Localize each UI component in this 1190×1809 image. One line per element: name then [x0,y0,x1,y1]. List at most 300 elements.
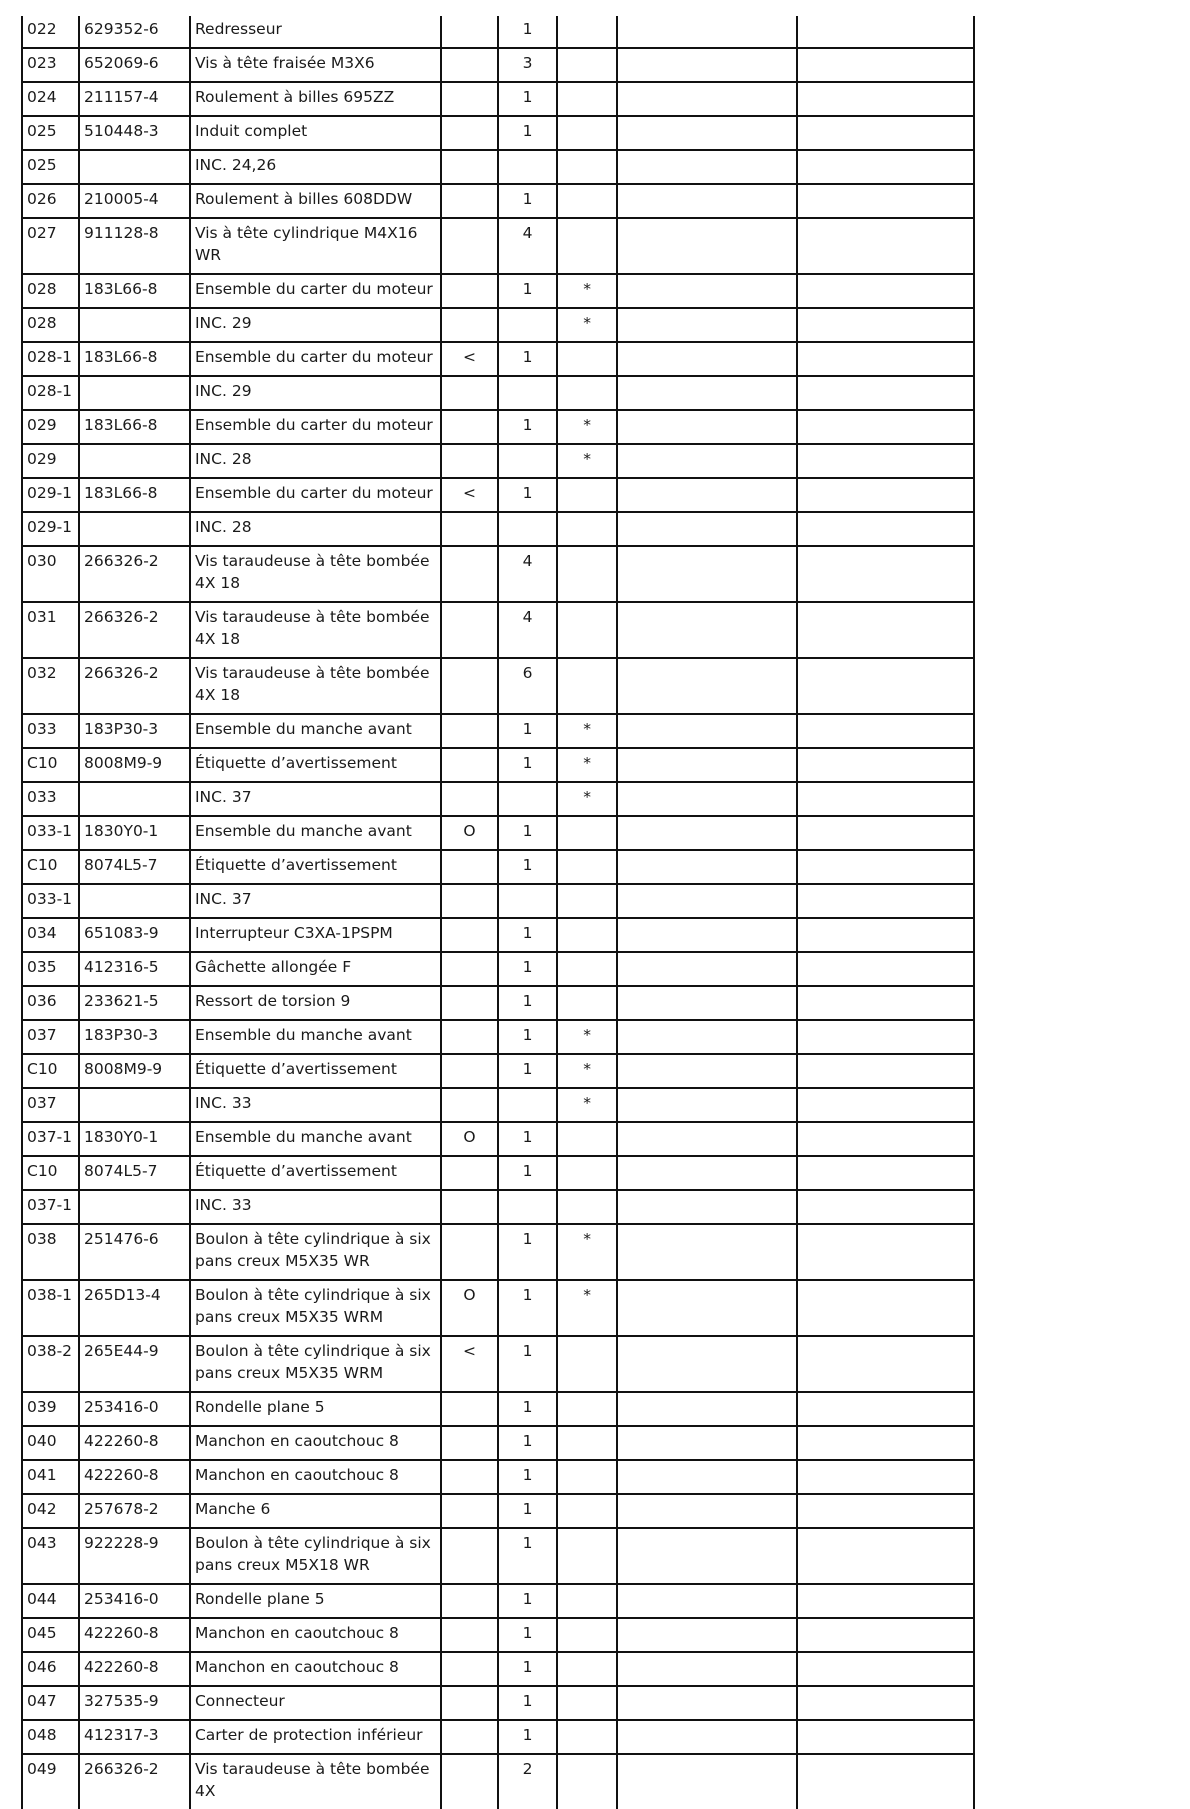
note-mark-cell: * [557,1020,617,1054]
part-number-cell: 422260-8 [79,1618,190,1652]
item-number-cell: 034 [22,918,79,952]
note-mark-cell [557,952,617,986]
table-row [22,602,974,658]
quantity-cell: 1 [498,116,557,150]
change-mark-cell [441,274,498,308]
quantity-cell: 1 [498,410,557,444]
part-number-cell: 266326-2 [79,546,190,602]
note-mark-cell [557,150,617,184]
item-number-cell: 033-1 [22,816,79,850]
description-cell: INC. 37 [190,884,441,918]
description-cell: Manchon en caoutchouc 8 [190,1460,441,1494]
empty-cell [617,850,796,884]
part-number-cell [79,782,190,816]
note-mark-cell: * [557,748,617,782]
empty-cell [617,1122,796,1156]
empty-cell [797,602,974,658]
note-mark-cell [557,116,617,150]
empty-cell [797,478,974,512]
empty-cell [797,1720,974,1754]
description-cell: Vis à tête cylindrique M4X16 WR [190,218,441,274]
quantity-cell: 4 [498,218,557,274]
change-mark-cell [441,512,498,546]
item-number-cell: 022 [22,16,79,48]
part-number-cell [79,308,190,342]
note-mark-cell [557,884,617,918]
change-mark-cell [441,986,498,1020]
empty-cell [797,116,974,150]
parts-list-table [21,16,975,1809]
note-mark-cell [557,1754,617,1809]
empty-cell [797,512,974,546]
empty-cell [617,218,796,274]
change-mark-cell [441,714,498,748]
empty-cell [617,1426,796,1460]
empty-cell [797,850,974,884]
table-row [22,410,974,444]
description-cell: INC. 29 [190,376,441,410]
part-number-cell [79,884,190,918]
quantity-cell: 1 [498,1224,557,1280]
part-number-cell: 211157-4 [79,82,190,116]
change-mark-cell [441,658,498,714]
table-row [22,376,974,410]
description-cell: INC. 24,26 [190,150,441,184]
note-mark-cell [557,376,617,410]
change-mark-cell [441,150,498,184]
item-number-cell: C10 [22,748,79,782]
description-cell: Induit complet [190,116,441,150]
description-cell: Connecteur [190,1686,441,1720]
description-cell: Manchon en caoutchouc 8 [190,1426,441,1460]
quantity-cell: 1 [498,1528,557,1584]
quantity-cell: 1 [498,918,557,952]
empty-cell [797,884,974,918]
table-row [22,1088,974,1122]
description-cell: Roulement à billes 695ZZ [190,82,441,116]
quantity-cell [498,512,557,546]
note-mark-cell [557,1528,617,1584]
change-mark-cell [441,1460,498,1494]
quantity-cell: 1 [498,1054,557,1088]
empty-cell [617,952,796,986]
part-number-cell: 210005-4 [79,184,190,218]
table-row [22,184,974,218]
item-number-cell: 037 [22,1020,79,1054]
description-cell: Boulon à tête cylindrique à six pans creux M5X18 WR [190,1528,441,1584]
empty-cell [617,1460,796,1494]
note-mark-cell [557,1618,617,1652]
description-cell: Manche 6 [190,1494,441,1528]
table-row [22,1494,974,1528]
note-mark-cell: * [557,410,617,444]
quantity-cell: 1 [498,986,557,1020]
description-cell: INC. 28 [190,444,441,478]
item-number-cell: 035 [22,952,79,986]
change-mark-cell [441,116,498,150]
part-number-cell: 266326-2 [79,1754,190,1809]
quantity-cell: 1 [498,1122,557,1156]
table-row [22,218,974,274]
part-number-cell: 253416-0 [79,1392,190,1426]
description-cell: Ensemble du carter du moteur [190,478,441,512]
part-number-cell: 266326-2 [79,602,190,658]
table-row [22,1392,974,1426]
note-mark-cell [557,1426,617,1460]
table-row [22,1122,974,1156]
empty-cell [797,48,974,82]
empty-cell [617,512,796,546]
empty-cell [617,782,796,816]
part-number-cell: 251476-6 [79,1224,190,1280]
quantity-cell: 1 [498,478,557,512]
item-number-cell: 029 [22,444,79,478]
item-number-cell: 041 [22,1460,79,1494]
change-mark-cell [441,376,498,410]
part-number-cell [79,376,190,410]
part-number-cell: 651083-9 [79,918,190,952]
empty-cell [617,1088,796,1122]
empty-cell [797,1088,974,1122]
part-number-cell: 327535-9 [79,1686,190,1720]
empty-cell [617,1224,796,1280]
empty-cell [797,1652,974,1686]
table-row [22,444,974,478]
note-mark-cell [557,342,617,376]
description-cell: Ensemble du manche avant [190,714,441,748]
note-mark-cell [557,1460,617,1494]
part-number-cell: 183L66-8 [79,410,190,444]
empty-cell [797,816,974,850]
note-mark-cell [557,1494,617,1528]
empty-cell [617,1280,796,1336]
note-mark-cell: * [557,274,617,308]
part-number-cell: 422260-8 [79,1426,190,1460]
empty-cell [797,1336,974,1392]
table-row [22,1156,974,1190]
item-number-cell: 038 [22,1224,79,1280]
part-number-cell: 422260-8 [79,1460,190,1494]
table-row [22,748,974,782]
table-row [22,1460,974,1494]
item-number-cell: 029-1 [22,478,79,512]
note-mark-cell [557,478,617,512]
item-number-cell: 045 [22,1618,79,1652]
empty-cell [797,308,974,342]
part-number-cell: 183P30-3 [79,1020,190,1054]
description-cell: Ensemble du manche avant [190,816,441,850]
empty-cell [617,918,796,952]
empty-cell [617,16,796,48]
item-number-cell: 036 [22,986,79,1020]
quantity-cell: 1 [498,1720,557,1754]
change-mark-cell [441,1584,498,1618]
part-number-cell: 8074L5-7 [79,850,190,884]
empty-cell [617,748,796,782]
item-number-cell: 037-1 [22,1190,79,1224]
part-number-cell [79,150,190,184]
empty-cell [617,410,796,444]
empty-cell [617,1754,796,1809]
change-mark-cell: O [441,816,498,850]
empty-cell [617,1652,796,1686]
item-number-cell: 027 [22,218,79,274]
note-mark-cell: * [557,444,617,478]
empty-cell [797,274,974,308]
quantity-cell: 1 [498,816,557,850]
part-number-cell: 911128-8 [79,218,190,274]
quantity-cell [498,444,557,478]
item-number-cell: 046 [22,1652,79,1686]
empty-cell [797,1494,974,1528]
empty-cell [617,274,796,308]
table-row [22,342,974,376]
item-number-cell: 026 [22,184,79,218]
table-row [22,1280,974,1336]
description-cell: Rondelle plane 5 [190,1392,441,1426]
empty-cell [797,546,974,602]
empty-cell [797,376,974,410]
item-number-cell: 042 [22,1494,79,1528]
part-number-cell: 265E44-9 [79,1336,190,1392]
note-mark-cell [557,1156,617,1190]
part-number-cell: 8008M9-9 [79,748,190,782]
empty-cell [617,1336,796,1392]
table-row [22,1190,974,1224]
empty-cell [797,658,974,714]
description-cell: Rondelle plane 5 [190,1584,441,1618]
note-mark-cell [557,1686,617,1720]
item-number-cell: 030 [22,546,79,602]
change-mark-cell [441,410,498,444]
description-cell: Vis taraudeuse à tête bombée 4X 18 [190,602,441,658]
quantity-cell: 1 [498,184,557,218]
quantity-cell: 1 [498,850,557,884]
table-row [22,1054,974,1088]
quantity-cell: 1 [498,1426,557,1460]
table-row [22,1652,974,1686]
part-number-cell: 257678-2 [79,1494,190,1528]
change-mark-cell [441,1528,498,1584]
quantity-cell: 1 [498,1584,557,1618]
change-mark-cell [441,918,498,952]
change-mark-cell [441,782,498,816]
item-number-cell: 028-1 [22,342,79,376]
change-mark-cell [441,16,498,48]
change-mark-cell [441,1652,498,1686]
empty-cell [797,1392,974,1426]
part-number-cell: 412317-3 [79,1720,190,1754]
quantity-cell: 1 [498,952,557,986]
description-cell: Manchon en caoutchouc 8 [190,1652,441,1686]
change-mark-cell [441,602,498,658]
part-number-cell: 652069-6 [79,48,190,82]
item-number-cell: 029-1 [22,512,79,546]
item-number-cell: 025 [22,116,79,150]
empty-cell [617,1190,796,1224]
quantity-cell: 1 [498,1156,557,1190]
empty-cell [617,82,796,116]
description-cell: Vis taraudeuse à tête bombée 4X [190,1754,441,1809]
table-row [22,918,974,952]
change-mark-cell [441,218,498,274]
change-mark-cell [441,1392,498,1426]
empty-cell [617,884,796,918]
note-mark-cell [557,986,617,1020]
description-cell: Étiquette d’avertissement [190,850,441,884]
table-row [22,1754,974,1809]
table-row [22,546,974,602]
change-mark-cell [441,1494,498,1528]
empty-cell [797,918,974,952]
empty-cell [617,1054,796,1088]
description-cell: Ensemble du carter du moteur [190,410,441,444]
description-cell: Interrupteur C3XA-1PSPM [190,918,441,952]
item-number-cell: 028-1 [22,376,79,410]
item-number-cell: 037-1 [22,1122,79,1156]
empty-cell [797,1122,974,1156]
item-number-cell: 032 [22,658,79,714]
note-mark-cell: * [557,782,617,816]
description-cell: Manchon en caoutchouc 8 [190,1618,441,1652]
table-row [22,82,974,116]
description-cell: Ensemble du carter du moteur [190,274,441,308]
table-row [22,816,974,850]
quantity-cell: 6 [498,658,557,714]
part-number-cell: 1830Y0-1 [79,1122,190,1156]
description-cell: Ensemble du manche avant [190,1020,441,1054]
empty-cell [617,1494,796,1528]
change-mark-cell [441,184,498,218]
empty-cell [797,1528,974,1584]
note-mark-cell [557,850,617,884]
empty-cell [617,342,796,376]
change-mark-cell [441,1720,498,1754]
empty-cell [617,116,796,150]
empty-cell [617,150,796,184]
empty-cell [797,1686,974,1720]
empty-cell [797,1584,974,1618]
quantity-cell [498,376,557,410]
table-row [22,986,974,1020]
note-mark-cell: * [557,1088,617,1122]
item-number-cell: 028 [22,308,79,342]
description-cell: Boulon à tête cylindrique à six pans creux M5X35 WRM [190,1280,441,1336]
empty-cell [617,184,796,218]
note-mark-cell [557,184,617,218]
empty-cell [617,376,796,410]
empty-cell [617,1392,796,1426]
description-cell: Carter de protection inférieur [190,1720,441,1754]
note-mark-cell [557,1652,617,1686]
empty-cell [617,308,796,342]
note-mark-cell: * [557,1280,617,1336]
part-number-cell: 265D13-4 [79,1280,190,1336]
quantity-cell: 1 [498,1020,557,1054]
description-cell: Boulon à tête cylindrique à six pans creux M5X35 WR [190,1224,441,1280]
part-number-cell: 183L66-8 [79,478,190,512]
quantity-cell [498,884,557,918]
note-mark-cell [557,1392,617,1426]
part-number-cell: 8008M9-9 [79,1054,190,1088]
empty-cell [617,444,796,478]
quantity-cell [498,308,557,342]
description-cell: INC. 33 [190,1190,441,1224]
change-mark-cell [441,1754,498,1809]
description-cell: INC. 29 [190,308,441,342]
description-cell: Ressort de torsion 9 [190,986,441,1020]
note-mark-cell: * [557,1054,617,1088]
part-number-cell: 233621-5 [79,986,190,1020]
change-mark-cell [441,748,498,782]
change-mark-cell [441,1020,498,1054]
empty-cell [617,1156,796,1190]
part-number-cell: 183P30-3 [79,714,190,748]
description-cell: Gâchette allongée F [190,952,441,986]
quantity-cell: 1 [498,1280,557,1336]
empty-cell [797,1156,974,1190]
empty-cell [797,342,974,376]
description-cell: Redresseur [190,16,441,48]
change-mark-cell: < [441,342,498,376]
table-row [22,658,974,714]
quantity-cell: 3 [498,48,557,82]
empty-cell [617,816,796,850]
empty-cell [797,218,974,274]
table-row [22,1020,974,1054]
description-cell: INC. 33 [190,1088,441,1122]
description-cell: Étiquette d’avertissement [190,1054,441,1088]
note-mark-cell [557,816,617,850]
quantity-cell: 2 [498,1754,557,1809]
item-number-cell: 033 [22,714,79,748]
table-row [22,512,974,546]
quantity-cell [498,782,557,816]
quantity-cell: 1 [498,82,557,116]
table-row [22,782,974,816]
quantity-cell: 1 [498,1460,557,1494]
table-row [22,16,974,48]
item-number-cell: 049 [22,1754,79,1809]
empty-cell [797,748,974,782]
description-cell: INC. 37 [190,782,441,816]
change-mark-cell [441,1088,498,1122]
note-mark-cell [557,918,617,952]
empty-cell [797,82,974,116]
item-number-cell: 037 [22,1088,79,1122]
part-number-cell: 183L66-8 [79,342,190,376]
item-number-cell: C10 [22,850,79,884]
change-mark-cell [441,546,498,602]
empty-cell [797,150,974,184]
empty-cell [797,410,974,444]
note-mark-cell [557,1584,617,1618]
empty-cell [797,1224,974,1280]
empty-cell [797,184,974,218]
part-number-cell: 422260-8 [79,1652,190,1686]
change-mark-cell [441,1054,498,1088]
quantity-cell: 1 [498,274,557,308]
table-row [22,1224,974,1280]
item-number-cell: 038-2 [22,1336,79,1392]
note-mark-cell [557,48,617,82]
note-mark-cell: * [557,308,617,342]
change-mark-cell [441,82,498,116]
quantity-cell: 1 [498,1392,557,1426]
empty-cell [617,658,796,714]
empty-cell [797,1426,974,1460]
change-mark-cell [441,48,498,82]
